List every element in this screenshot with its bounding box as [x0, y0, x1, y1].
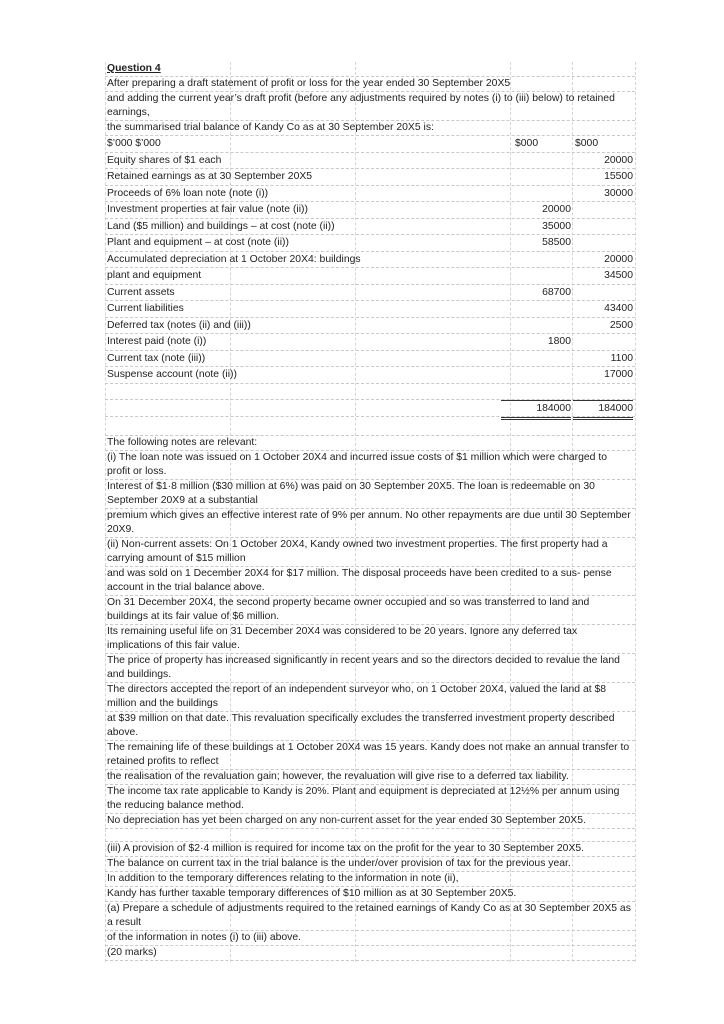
debit-value: 1800: [547, 336, 571, 347]
trial-balance-total-row: [105, 400, 635, 417]
debit-value: 35000: [542, 220, 571, 232]
credit-value: 2500: [609, 319, 633, 331]
row-label: Suspense account (note (ii)): [107, 369, 237, 380]
note-line: (20 marks): [105, 946, 635, 961]
trial-balance-row: [105, 219, 635, 236]
credit-value: 20000: [604, 253, 633, 265]
note-line: Kandy has further taxable temporary differences of $10 million as at 30 September 20X5.: [105, 887, 635, 902]
note-line: Interest of $1·8 million ($30 million at 6%) was paid on 30 September 20X5. The loan is redeemable on 30 September 20X9 at a substantial: [105, 480, 635, 509]
credit-value: 1100: [610, 352, 633, 364]
note-line: The balance on current tax in the trial balance is the under/over provision of tax for the previous year.: [105, 857, 635, 872]
note-line: In addition to the temporary differences relating to the information in note (ii),: [105, 872, 635, 887]
credit-value: 20000: [604, 154, 633, 166]
row-label: Retained earnings as at 30 September 20X5: [107, 171, 313, 182]
note-line: The price of property has increased significantly in recent years and so the directors decided to revalue the land and buildings.: [105, 654, 635, 683]
debit-value: 58500: [542, 237, 571, 248]
credit-value: 15500: [604, 171, 633, 182]
trial-balance-header: [105, 136, 635, 153]
row-label: Proceeds of 6% loan note (note (i)): [107, 187, 269, 199]
row-label: Deferred tax (notes (ii) and (iii)): [107, 319, 251, 331]
row-label: Current liabilities: [107, 303, 184, 314]
note-line: No depreciation has yet been charged on any non-current asset for the year ended 30 September 20X5.: [105, 814, 635, 829]
row-label: Investment properties at fair value (note (ii)): [107, 204, 308, 215]
note-line: (i) The loan note was issued on 1 October 20X4 and incurred issue costs of $1 million which were charged to profit or loss.: [105, 451, 635, 480]
header-label: $’000 $’000: [107, 138, 161, 149]
intro-line: After preparing a draft statement of profit or loss for the year ended 30 September 20X5: [105, 77, 635, 92]
row-label: Current assets: [107, 286, 175, 298]
trial-balance-row: [105, 169, 635, 186]
credit-value: 17000: [604, 369, 633, 380]
intro-line: and adding the current year’s draft profit (before any adjustments required by notes (i) to (iii) below) to retained earnings,: [105, 92, 635, 121]
trial-balance-row: [105, 186, 635, 203]
debit-header: $000: [515, 138, 539, 149]
note-line: (ii) Non-current assets: On 1 October 20X4, Kandy owned two investment properties. The first property had a carrying amount of $15 million: [105, 538, 635, 567]
trial-balance-row: [105, 285, 635, 302]
debit-value: 68700: [542, 286, 571, 298]
trial-balance-row: [105, 252, 635, 269]
credit-value: 43400: [604, 303, 633, 314]
note-line: and was sold on 1 December 20X4 for $17 million. The disposal proceeds have been credited to a sus- pense account in the trial balance above.: [105, 567, 635, 596]
credit-value: 34500: [604, 270, 633, 281]
row-label: plant and equipment: [107, 270, 202, 281]
note-line: premium which gives an effective interest rate of 9% per annum. No other repayments are due until 30 September 20X9.: [105, 509, 635, 538]
blank-row: [105, 384, 635, 401]
note-line: (iii) A provision of $2·4 million is required for income tax on the profit for the year to 30 September 20X5.: [105, 842, 635, 857]
row-label: Accumulated depreciation at 1 October 20X4: buildings: [107, 253, 361, 265]
row-label: Equity shares of $1 each: [107, 154, 222, 166]
row-label: Land ($5 million) and buildings – at cost (note (ii)): [107, 220, 335, 232]
trial-balance-row: [105, 268, 635, 285]
note-line: Its remaining useful life on 31 December 20X4 was considered to be 20 years. Ignore any deferred tax implications of this fair value.: [105, 625, 635, 654]
spacer: [105, 829, 635, 842]
total-debit: 184000: [501, 400, 571, 420]
note-line: On 31 December 20X4, the second property became owner occupied and so was transferred to land and buildings at its fair value of $6 million.: [105, 596, 635, 625]
row-label: Plant and equipment – at cost (note (ii)): [107, 237, 289, 248]
note-line: (a) Prepare a schedule of adjustments required to the retained earnings of Kandy Co as at 30 September 20X5 as a result: [105, 902, 635, 931]
gridline: [635, 62, 636, 962]
trial-balance-row: [105, 301, 635, 318]
trial-balance-row: [105, 202, 635, 219]
note-line: The remaining life of these buildings at 1 October 20X4 was 15 years. Kandy does not make an annual transfer to retained profits to reflect: [105, 741, 635, 770]
note-line: at $39 million on that date. This revaluation specifically excludes the transferred investment property described above.: [105, 712, 635, 741]
trial-balance-row: [105, 334, 635, 351]
row-label: Interest paid (note (i)): [107, 336, 207, 347]
note-line: the realisation of the revaluation gain; however, the revaluation will give rise to a deferred tax liability.: [105, 770, 635, 785]
note-line: of the information in notes (i) to (iii) above.: [105, 931, 635, 946]
row-label: Current tax (note (iii)): [107, 352, 206, 364]
credit-header: $000: [575, 138, 599, 149]
intro-line: the summarised trial balance of Kandy Co as at 30 September 20X5 is:: [105, 121, 635, 136]
note-line: The directors accepted the report of an independent surveyor who, on 1 October 20X4, valued the land at $8 million and the buildings: [105, 683, 635, 712]
debit-value: 20000: [542, 204, 571, 215]
spreadsheet-sheet: [105, 62, 635, 961]
trial-balance-row: [105, 235, 635, 252]
note-line: The following notes are relevant:: [105, 436, 635, 451]
trial-balance-row: [105, 318, 635, 335]
question-title: Question 4: [105, 62, 635, 77]
trial-balance-row: [105, 153, 635, 170]
trial-balance-row: [105, 351, 635, 368]
trial-balance-row: [105, 367, 635, 384]
total-credit: 184000: [573, 400, 633, 420]
credit-value: 30000: [604, 187, 633, 199]
note-line: The income tax rate applicable to Kandy is 20%. Plant and equipment is depreciated at 12½% per annum using the reducing balance method.: [105, 785, 635, 814]
